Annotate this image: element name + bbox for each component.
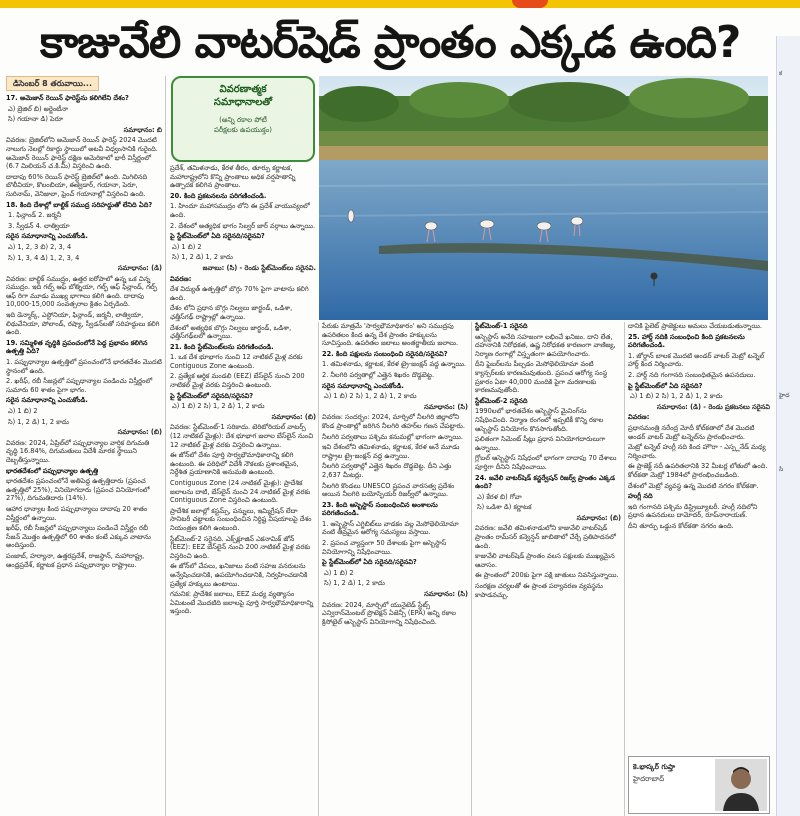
q20-answer: జవాబు: (సి) - రెండు స్టేట్‌మెంట్‌లు సరైనవి. <box>202 263 316 272</box>
author-box <box>628 756 770 814</box>
q25-statement-1: 1. జోర్డాన్ బాలక మొదటి అండర్ వాటర్ మెట్రో టన్నెల్ హార్డ్ కింద నిర్మించారు. <box>628 351 765 369</box>
q22-bullet-2: ఇవి దేశంలోని తమిళనాడు, కర్ణాటక, కేరళ అనే మూడు రాష్ట్రాల ట్రై-జంక్షన్ వద్ద ఉన్నాయి. <box>322 443 460 460</box>
q23-options-2: సి) 1, 2 డి) 1, 2 కాదు <box>324 579 385 588</box>
q20-explanation-head: వివరణ: <box>170 274 192 283</box>
top-band-ornament <box>512 0 548 8</box>
strip-text-3: సి <box>779 466 784 473</box>
avatar-icon <box>715 759 767 811</box>
question-20: 20. కింది ప్రకటనలను పరిగణించండి. <box>170 191 267 200</box>
q19-bullet-2: ఆహార ధాన్యాల కింద పప్పుధాన్యాలు దాదాపు 20 శాతం విస్తీర్ణంలో ఉన్నాయి. <box>6 504 148 522</box>
column-5 <box>628 322 770 752</box>
author-photo <box>715 759 767 811</box>
question-23: 23. కింది ఆస్బెస్టాస్ సంబంధించిన అంశాలను పరిగణించండి. <box>322 500 438 518</box>
q25-options: ఎ) 1 బి) 2 సి) 1, 2 డి) 1, 2 కాదు <box>630 392 723 401</box>
question-25: 25. హార్డ్ నదికి సంబంధించి కింది ప్రకటనలను పరిగణించండి. <box>628 332 745 350</box>
q24-options-2: సి) ఒడిశా డి) కర్ణాటక <box>477 503 532 512</box>
q23-statement-2: 2. ప్రపంచ వ్యాప్తంగా 50 దేశాలకు పైగా ఆస్బెస్టాస్ వినియోగాన్ని నిషేధించాయి. <box>322 539 447 556</box>
q22-statement-1: 1. తమిళనాడు, కర్ణాటక, కేరళ ట్రై-జంక్షన్ వద్ద ఉన్నాయి. <box>322 360 467 369</box>
q21-explanation-6: ఈ జోన్‌లో చేపలు, ఖనిజాలు వంటి సహజ వనరులను అన్వేషించడానికి, ఉపయోగించడానికి, నిర్వహించడానికి ప్రత్యేక హక్కులు ఉంటాయి. <box>170 562 308 588</box>
q22-bullet-1: నీలగిరి పర్వతాలు పశ్చిమ కనుమల్లో భాగంగా ఉన్నాయి. <box>322 432 463 441</box>
question-22: 22. కింది పక్షులను సంబంధించి సరైనది/సరైనవి? <box>322 349 448 358</box>
column-rule-4 <box>624 322 625 816</box>
q22-statement-2: 2. నీలగిరి పర్వతాల్లో ఎత్తైన శిఖరం దొడ్డబెట్ట. <box>322 370 435 379</box>
q19-statement-2: 2. ఖరీఫ్, రబీ సీజన్లలో పప్పుధాన్యాల పండించు విస్తీర్ణంలో సుమారు 60 శాతం పైగా భాగం. <box>6 377 153 394</box>
question-24: 24. జవేలి వాటర్‌షెడ్ కన్జర్వేషన్ రిజర్వ్ ప్రాంతం ఎక్కడ ఉంది? <box>475 473 616 491</box>
col4-heading-2: స్టేట్‌మెంట్-2 సరైనది <box>475 396 528 405</box>
q20-statement-2: 2. దేశంలో అత్యధిక భాగం సిల్వర్ జార్ వర్గాలు ఉన్నాయి. <box>170 221 316 230</box>
col4-paragraph-4: ఫలితంగా సిమెంట్ షీట్లు ప్రధాన వినియోగదారులుగా ఉన్నాయి. <box>475 435 606 452</box>
q18-explanation: వివరణ: బాల్టిక్ సముద్రం, ఉత్తర ఐరోపాలో ఉన్న ఒక చిన్న సముద్రం. ఇది గల్ఫ్ ఆఫ్ బోత్నియా, గల్ఫ్ ఆఫ్ ఫిన్లాండ్, గల్ఫ్ ఆఫ్ రిగా మూడు ముఖ్య భాగాలు కలిగి ఉంది. దాదాపు 10,000-15,000 సంవత్సరాల క్రితం ఏర్పడింది. <box>6 274 158 309</box>
q18-options-2: 3. స్వీడన్ 4. లాత్వియా <box>8 221 70 230</box>
top-color-band <box>0 0 800 8</box>
q19-answer: సమాధానం: (బి) <box>117 428 162 437</box>
col2-paragraph: ప్రదేశ్, తమిళనాడు, కేరళ తీరం, తూర్పు కర్ణాటక, మహారాష్ట్రలోని కొన్ని ప్రాంతాలు అధిక వర్షపాతాన్ని ఉత్పాదక కలిగిన ప్రాంతాలు. <box>170 164 296 190</box>
question-17: 17. అమెజాన్ రెయిన్ ఫారెస్ట్‌ను కలిగిలేని దేశం? <box>6 94 129 102</box>
q20-explanation-2: దేశం లోని ప్రధాన బొగ్గు నిల్వలు జార్ఖండ్, ఒడిశా, ఛత్తీస్‌గఢ్ రాష్ట్రాల్లో ఉన్నాయి. <box>170 304 293 321</box>
col4-paragraph-3: 1990లలో భారతదేశం ఆస్బెస్టాస్ మైనింగ్‌ను నిషేధించింది. నిర్మాణ రంగంలో ఇప్పటికీ కొన్ని రకాల ఆస్బెస్టాస్ వినియోగం కొనసాగుతోంది. <box>475 407 604 433</box>
q22-instruction: సరైన సమాధానాన్ని ఎంచుకోండి. <box>322 381 404 390</box>
q22-bullet-3: నీలగిరి పర్వతాల్లో ఎత్తైన శిఖరం దొడ్డబెట్ట. దీని ఎత్తు 2,637 మీటర్లు. <box>322 462 452 479</box>
continuation-tag: డిసెంబర్ 8 తరువాయి... <box>6 76 99 91</box>
column-rule-1 <box>165 76 166 816</box>
callout-line-1: వివరణాత్మక <box>219 84 267 95</box>
col5-paragraph: దానికి పైలెట్ ప్రాజెక్టులు అమలు చేయబడుతున్నాయి. <box>628 322 762 330</box>
q20-statement-1: 1. హిందూ మహాసముద్రం లోని ఈ ప్రదేశ్ వాయువ్యంలో ఉంది. <box>170 202 310 219</box>
q24-bullet-2: ఈ ప్రాంతంలో 200కు పైగా పక్షి జాతులు నివసిస్తున్నాయి. <box>475 571 619 580</box>
q24-explanation: వివరణ: జవేలి తమిళనాడులోని కాజువేలి వాటర్‌షెడ్ ప్రాంతం రామ్‌సర్ కన్వెన్షన్ జాబితాలో చేర్చే ప్రతిపాదనలో ఉంది. <box>475 524 616 550</box>
column-1 <box>6 76 162 816</box>
question-19: 19. సమ్మిళిత వృద్ధికి ప్రపంచంలోనే పెద్ద ప్రభావం కలిగిన ఉత్పత్తి ఏది? <box>6 338 148 356</box>
q23-statement-1: 1. ఆస్బెస్టాస్ ఎగ్జిబిట్‌లు వాడకం వల్ల మెసోథెలియోమా వంటి తీవ్రమైన ఆరోగ్య సమస్యలు వస్తాయి. <box>322 519 459 537</box>
wetland-birds-photo <box>319 76 768 320</box>
q19-statement-1: 1. పప్పుధాన్యాల ఉత్పత్తిలో ప్రపంచంలోనే భారతదేశం మొదటి స్థానంలో ఉంది. <box>6 358 162 375</box>
column-rule-2 <box>318 322 319 816</box>
q17-answer: సమాధానం: బి <box>123 125 162 134</box>
q21-statement-2: 2. ప్రత్యేక ఆర్థిక మండలి (EEZ) బేస్‌లైన్ నుంచి 200 నాటికల్ మైళ్ల వరకు విస్తరించి ఉంటుంది. <box>170 372 305 390</box>
q21-explanation-5: స్టేట్‌మెంట్-2 సరైనది. ఎక్స్‌క్లూజివ్ ఎకనామిక్ జోన్ (EEZ): EEZ బేస్‌లైన్ నుంచి 200 నాటికల్ మైళ్ల వరకు విస్తరించి ఉంది. <box>170 534 311 560</box>
q18-choices-2: సి) 1, 3, 4 డి) 1, 2, 3, 4 <box>8 253 80 262</box>
column-4 <box>475 322 621 816</box>
q19-options: ఎ) 1 బి) 2 <box>8 407 38 415</box>
q20-options-2: సి) 1, 2 డి) 1, 2 కాదు <box>172 253 233 262</box>
q25-bullet-4: దేశంలో మెట్రో వ్యవస్థ ఉన్న మొదటి నగరం కోల్‌కతా. <box>628 481 759 490</box>
q24-bullet-3: సంరక్షణ చర్యలతో ఈ ప్రాంత పర్యావరణ వ్యవస్థను కాపాడవచ్చు. <box>475 582 603 599</box>
q17-options: ఎ) బ్రెజిల్ బి) అర్జెంటీనా <box>8 104 69 113</box>
hooghly-heading: హుగ్లీ నది <box>628 492 653 501</box>
q21-explanation-4: ప్రాదేశిక జలాల్లో కస్టమ్స్, పన్నులు, ఇమ్మిగ్రేషన్ లేదా సానిటరీ చట్టాలకు సంబంధించిన నిర్దిష్ట విషయాలపై దేశం నియంత్రణ కలిగి ఉంటుంది. <box>170 506 312 532</box>
author-city: హైదరాబాద్ <box>633 775 665 783</box>
q22-explanation: వివరణ: సందర్భం: 2024, మార్చిలో నీలగిరి జిల్లాలోని కొండ ప్రాంతాల్లో జరిగిన నీలగిరి తహర్‌ల గణన చేపట్టారు. <box>322 413 465 430</box>
callout-line-3: (అన్ని రకాల పోటీ <box>219 116 267 124</box>
q20-options: ఎ) 1 బి) 2 <box>172 242 202 251</box>
q20-explanation-3: దేశంలో అత్యధిక బొగ్గు నిల్వలు జార్ఖండ్, ఒడిశా, ఛత్తీస్‌గఢ్‌లలో ఉన్నాయి. <box>170 323 292 341</box>
strip-text-1: క <box>779 70 783 77</box>
q23-explanation: వివరణ: 2024, మార్చిలో యునైటెడ్ స్టేట్స్ ఎన్విరాన్‌మెంటల్ ప్రొటెక్షన్ ఏజెన్సీ (EPA) అన్ని రకాల క్రిసోటైల్ ఆస్బెస్టాస్ వినియోగాన్ని నిషేధించింది. <box>322 600 456 626</box>
adjacent-page-strip <box>776 36 800 816</box>
q23-answer: సమాధానం: (సి) <box>424 590 468 599</box>
q22-answer: సమాధానం: (సి) <box>424 402 468 411</box>
q25-bullet-6: దీని తూర్పు ఒడ్డున కోల్‌కతా నగరం ఉంది. <box>628 521 734 530</box>
q23-instruction: పై స్టేట్‌మెంట్‌లో ఏది సరైనది/సరైనవి? <box>322 558 417 567</box>
q18-instruction: సరైన సమాధానాన్ని ఎంచుకోండి. <box>6 232 88 241</box>
q20-explanation-1: దేశ విద్యుత్ ఉత్పత్తిలో బొగ్గు 70% పైగా వాటాను కలిగి ఉంది. <box>170 285 309 302</box>
q25-explanation-head: వివరణ: <box>628 413 650 422</box>
column-3 <box>322 322 468 816</box>
q24-answer: సమాధానం: (బి) <box>576 513 621 522</box>
col4-paragraph-1: ఆస్బెస్టాస్ అనేది సహజంగా లభించే ఖనిజం. దాని లేత, దహనానికి నిరోధకత, ఉష్ణ నిరోధకత కారణంగా వాణిజ్య, నిర్మాణ రంగాల్లో విస్తృతంగా ఉపయోగించారు. <box>475 332 616 358</box>
question-21: 21. కింది స్టేట్‌మెంట్‌లను పరిగణించండి. <box>170 342 274 351</box>
q19-bullet-3: ఖరీఫ్, రబీ సీజన్లలో పప్పుధాన్యాలు పండించే విస్తీర్ణం రబీ సీజన్ మొత్తం ఉత్పత్తిలో 60 శాతం కంటే ఎక్కువ వాటాను అందిస్తుంది. <box>6 524 151 550</box>
q19-explanation: వివరణ: 2024, ఏప్రిల్‌లో పప్పుధాన్యాల వార్షిక దిగుమతి వృద్ధి 16.84%, దిగుమతులు విదేశీ మారక స్థాయిని దెబ్బతీస్తున్నాయి. <box>6 438 150 464</box>
q19-bullet-4: పంజాబ్, హర్యానా, ఉత్తరప్రదేశ్, రాజస్థాన్, మహారాష్ట్ర, ఆంధ్రప్రదేశ్, కర్ణాటక ప్రధాన పప్పుధాన్యాల రాష్ట్రాలు. <box>6 551 145 569</box>
q21-instruction: పై స్టేట్‌మెంట్‌లో సరైనది/సరైనవి? <box>170 391 254 400</box>
q17-explanation-2: దాదాపు 60% రెయిన్ ఫారెస్ట్ బ్రెజిల్‌లో ఉంది. మిగిలినది బొలీవియా, కొలంబియా, ఈక్వెడార్, గయానా, పెరూ, సురినామ్, వెనిజులా, ఫ్రెంచ్ గయానాల్లో విస్తరించి ఉంది. <box>6 172 148 198</box>
q23-options: ఎ) 1 బి) 2 <box>324 568 354 577</box>
page-headline: కాజువేలి వాటర్‌షెడ్ ప్రాంతం ఎక్కడ ఉంది? <box>40 17 741 68</box>
q21-explanation: వివరణ: స్టేట్‌మెంట్-1 సరికాదు. టెరిటోరియల్ వాటర్స్ (12 నాటికల్ మైళ్లు): దేశ భూభాగ జలాల బేస్‌లైన్ నుంచి 12 నాటికల్ మైళ్ల వరకు విస్తరించి ఉన్నాయి. <box>170 423 314 449</box>
q18-answer: సమాధానం: (డి) <box>117 264 162 273</box>
q25-instruction: పై స్టేట్‌మెంట్‌లో ఏది సరైనది? <box>628 381 703 390</box>
feature-callout <box>171 76 315 162</box>
q21-answer: సమాధానం: (బి) <box>271 412 316 421</box>
q21-statement-1: 1. ఒక దేశ భూభాగం నుంచి 12 నాటికల్ మైళ్ల వరకు Contiguous Zone ఉంటుంది. <box>170 353 303 370</box>
author-name: కె.భాస్కర్ గుప్తా <box>633 763 676 771</box>
q24-bullet-1: కాజువేలి వాటర్‌షెడ్ ప్రాంతం వలస పక్షులకు ముఖ్యమైన ఆవాసం. <box>475 552 615 569</box>
col3-paragraph: పేరుకు మాత్రమే 'సార్వభౌమాధికారం' అని సముద్రపు ఉపరితలం కింద ఉన్న దేశ ప్రాంతం హక్కులను సూచిస్తుంది. ఉపరితల జలాలు అంతర్జాతీయ జలాలు. <box>322 322 459 348</box>
q21-explanation-7: గమనిక: ప్రాదేశిక జలాలు, EEZ మధ్య వ్యత్యాసం ఏమిటంటే మొదటిది జలాలపై పూర్తి సార్వభౌమాధికారాన్ని ఇస్తుంది. <box>170 590 314 616</box>
q19-instruction: సరైన సమాధానాన్ని ఎంచుకోండి. <box>6 396 88 405</box>
col4-paragraph-2: దీని ఫైబర్‌లను పీల్చడం మెసోథెలియోమా వంటి క్యాన్సర్‌లకు కారణమవుతుంది. ప్రపంచ ఆరోగ్య సంస్థ ప్రకారం ఏటా 40,000 మందికి పైగా మరణాలకు కారణమవుతోంది. <box>475 360 608 395</box>
col4-heading-1: స్టేట్‌మెంట్-1 సరైనది <box>475 322 528 330</box>
q22-options: ఎ) 1 బి) 2 సి) 1, 2 డి) 1, 2 కాదు <box>324 392 417 401</box>
column-rule-3 <box>471 322 472 816</box>
q19-options-2: సి) 1, 2 డి) 1, 2 కాదు <box>8 417 69 426</box>
q18-options: 1. ఫిన్లాండ్ 2. జర్మనీ <box>8 211 62 220</box>
strip-text-2: హైద <box>779 392 790 399</box>
question-18: 18. కింది దేశాల్లో బాల్టిక్ సముద్ర సరిహద్దుతో లేనిది ఏది? <box>6 200 153 209</box>
q19-bullet-1: భారతదేశం ప్రపంచంలోనే అతిపెద్ద ఉత్పత్తిదారు (ప్రపంచ ఉత్పత్తిలో 25%), వినియోగదారు (ప్రపంచ వినియోగంలో 27%), దిగుమతిదారు (14%). <box>6 477 150 503</box>
q17-options-2: సి) గయానా డి) పెరూ <box>8 115 64 124</box>
column-2 <box>170 164 316 816</box>
q24-options: ఎ) కేరళ బి) గోవా <box>477 492 522 501</box>
q25-bullet-3: ఈ ప్రాజెక్ట్ నదీ ఉపరితలానికి 32 మీటర్ల లోతులో ఉంది. కోల్‌కతా మెట్రో 1984లో ప్రారంభించబడింది. <box>628 462 768 479</box>
q25-bullet-5: ఇది గంగానది పశ్చిమ డిస్ట్రిబ్యూటరీ. హుగ్లీ నదిలోని ప్రధాన ఉపనదులు దామోదర్, రూప్‌నారాయణ్. <box>628 502 758 520</box>
q25-bullet-2: మెట్రో టన్నెల్ హుగ్లీ నది కింద హౌరా - ఎస్ప్లనేడ్ మధ్య నిర్మించారు. <box>628 443 766 460</box>
photo-illustration <box>319 76 768 320</box>
callout-line-4: పరీక్షలకు ఉపయుక్తం) <box>214 126 272 134</box>
q18-explanation-2: ఇది డెన్మార్క్, ఎస్టోనియా, ఫిన్లాండ్, జర్మనీ, లాత్వియా, లిథువేనియా, పోలాండ్, రష్యా, స్వీడన్‌లతో సరిహద్దులు కలిగి ఉంది. <box>6 311 160 337</box>
q17-explanation: వివరణ: బ్రెజిల్‌లోని అమెజాన్ రెయిన్ ఫారెస్ట్ 2024 మొదటి నాలుగు నెలల్లో రికార్డు స్థాయిలో అటవీ విధ్వంసానికి గురైంది. అమెజాన్ రెయిన్ ఫారెస్ట్ దక్షిణ అమెరికాలో భారీ విస్తీర్ణంలో (6.7 మిలియన్ చ.కి.మీ) విస్తరించి ఉంది. <box>6 136 158 171</box>
q22-bullet-4: నీలగిరి కొండలు UNESCO ప్రపంచ వారసత్వ ప్రదేశం అయిన నీలగిరి బయోస్ఫియర్ రిజర్వ్‌లో ఉన్నాయి. <box>322 481 455 499</box>
q19-section-head: భారతదేశంలో పప్పుధాన్యాల ఉత్పత్తి <box>6 466 99 475</box>
q25-bullet-1: ప్రధానమంత్రి నరేంద్ర మోదీ కోల్‌కతాలో దేశ మొదటి అండర్ వాటర్ మెట్రో టన్నెల్‌ను ప్రారంభించారు. <box>628 423 755 441</box>
q21-explanation-3: Contiguous Zone (24 నాటికల్ మైళ్లు): ప్రాదేశిక జలాలను దాటి, బేస్‌లైన్ నుంచి 24 నాటికల్ మైళ్ల వరకు Contiguous Zone విస్తరించి ఉంటుంది. <box>170 479 311 505</box>
q25-statement-2: 2. హార్డ్ నది గంగానది సంబంధితమైన ఉపనదులు. <box>628 370 756 379</box>
callout-line-2: సమాధానాలతో <box>213 97 273 108</box>
col4-paragraph-5: గ్లోబల్ ఆస్బెస్టాస్ నిషేధంలో భాగంగా దాదాపు 70 దేశాలు పూర్తిగా దీనిని నిషేధించాయి. <box>475 454 617 471</box>
q25-answer: సమాధానం: (డి) - రెండు ప్రకటనలు సరైనవి <box>656 402 770 411</box>
q21-explanation-2: ఈ జోన్‌లో దేశం పూర్తి సార్వభౌమాధికారాన్ని కలిగి ఉంటుంది. ఈ పరిధిలో విదేశీ నౌకలకు ప్రశాంతమైన, నిర్దేశిత ప్రయాణానికి అనుమతి ఉంటుంది. <box>170 451 299 477</box>
q21-options: ఎ) 1 బి) 2 సి) 1, 2 డి) 1, 2 కాదు <box>172 402 265 411</box>
q18-choices: ఎ) 1, 2, 3 బి) 2, 3, 4 <box>8 242 72 251</box>
q20-instruction: పై స్టేట్‌మెంట్‌లో ఏది సరైనది/సరైనవి? <box>170 232 265 241</box>
